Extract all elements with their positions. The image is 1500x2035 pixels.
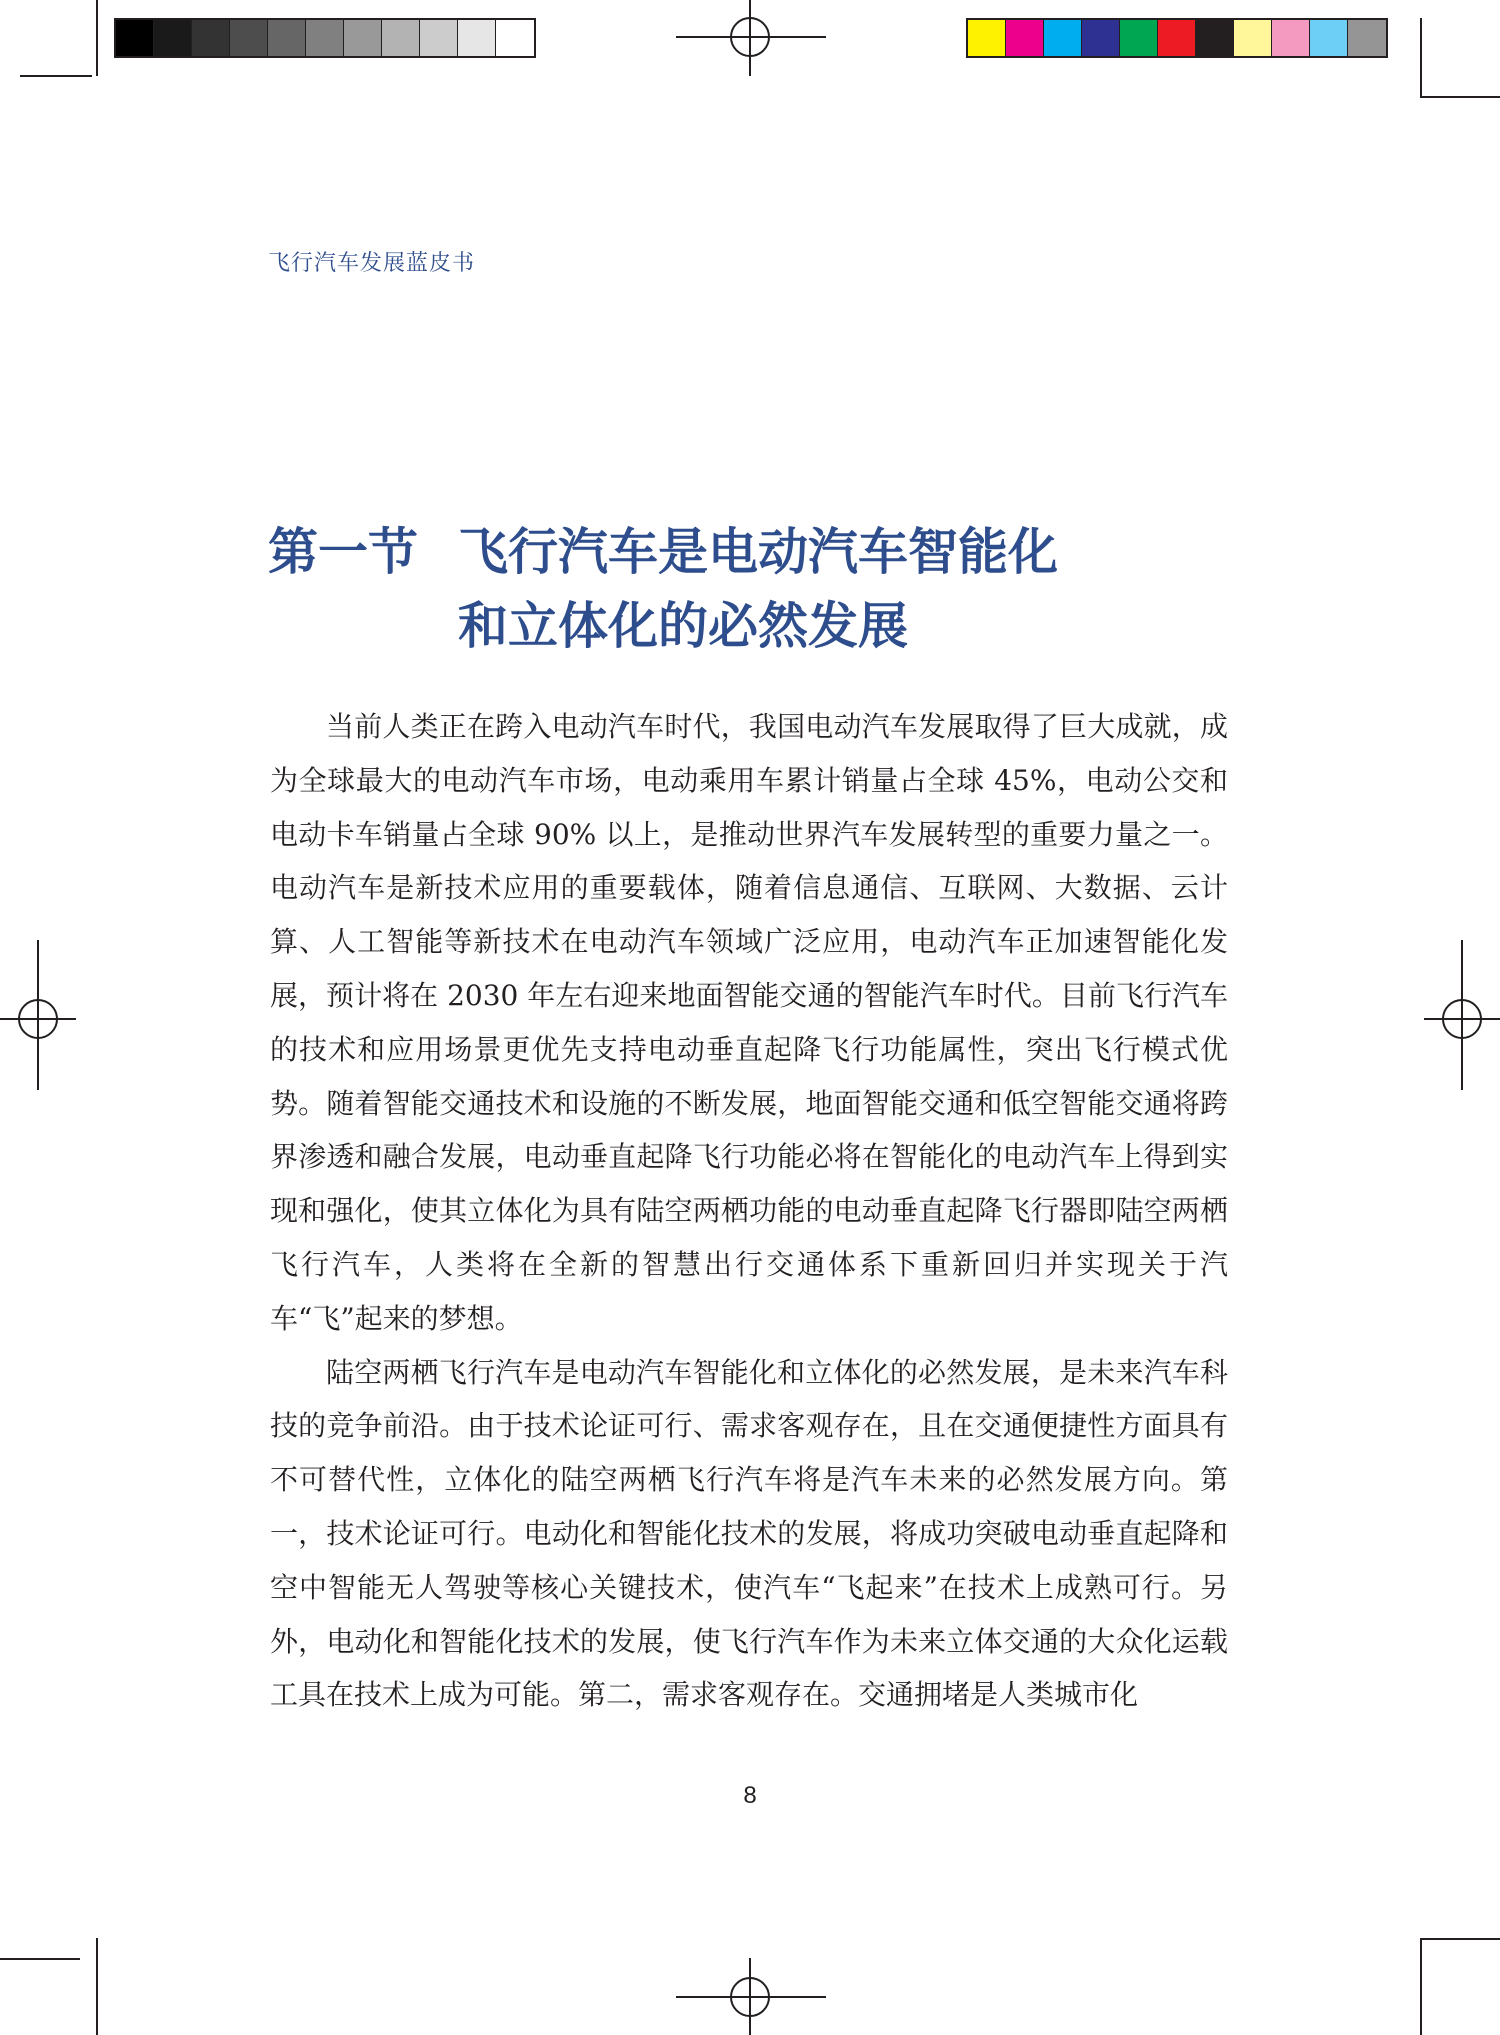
color-swatch [420, 20, 458, 56]
section-title [268, 515, 1058, 663]
process-color-bar [966, 18, 1388, 58]
paragraph: 当前人类正在跨入电动汽车时代，我国电动汽车发展取得了巨大成就，成为全球最大的电动汽车市场，电动乘用车累计销量占全球 45%，电动公交和电动卡车销量占全球 90% 以上，是推动世界汽车发展转型的重要力量之一。电动汽车是新技术应用的重要载体，随着信息通信、互联网、大数据、云计算、人工智能等新技术在电动汽车领域广泛应用，电动汽车正加速智能化发展，预计将在 2030 年左右迎来地面智能交通的智能汽车时代。目前飞行汽车的技术和应用场景更优先支持电动垂直起降飞行功能属性，突出飞行模式优势。随着智能交通技术和设施的不断发展，地面智能交通和低空智能交通将跨界渗透和融合发展，电动垂直起降飞行功能必将在智能化的电动汽车上得到实现和强化，使其立体化为具有陆空两栖功能的电动垂直起降飞行器即陆空两栖飞行汽车，人类将在全新的智慧出行交通体系下重新回归并实现关于汽车“飞”起来的梦想。 [270, 710, 1228, 1335]
crop-mark-bottom-right-h [1420, 1938, 1500, 1940]
crop-mark-top-right-v [1420, 18, 1422, 98]
section-title-line2: 和立体化的必然发展 [458, 597, 908, 655]
crop-mark-top-left-v [96, 0, 98, 76]
color-swatch [230, 20, 268, 56]
page-number: 8 [743, 1782, 757, 1809]
color-swatch [1082, 20, 1120, 56]
color-swatch [1310, 20, 1348, 56]
running-header: 飞行汽车发展蓝皮书 [268, 251, 476, 276]
grayscale-color-bar [114, 18, 536, 58]
color-swatch [1272, 20, 1310, 56]
paragraph: 陆空两栖飞行汽车是电动汽车智能化和立体化的必然发展，是未来汽车科技的竞争前沿。由于技术论证可行、需求客观存在，且在交通便捷性方面具有不可替代性，立体化的陆空两栖飞行汽车将是汽车未来的必然发展方向。第一，技术论证可行。电动化和智能化技术的发展，将成功突破电动垂直起降和空中智能无人驾驶等核心关键技术，使汽车“飞起来”在技术上成熟可行。另外，电动化和智能化技术的发展，使飞行汽车作为未来立体交通的大众化运载工具在技术上成为可能。第二，需求客观存在。交通拥堵是人类城市化 [270, 1355, 1228, 1712]
crop-mark-bottom-left-v [96, 1938, 98, 2035]
color-swatch [306, 20, 344, 56]
crop-mark-top-right-h [1420, 96, 1500, 98]
crop-mark-top-left-h [20, 75, 92, 77]
color-swatch [382, 20, 420, 56]
color-swatch [1006, 20, 1044, 56]
color-swatch [458, 20, 496, 56]
color-swatch [344, 20, 382, 56]
color-swatch [1234, 20, 1272, 56]
color-swatch [268, 20, 306, 56]
color-swatch [1120, 20, 1158, 56]
color-swatch [1158, 20, 1196, 56]
color-swatch [192, 20, 230, 56]
section-title-line1: 飞行汽车是电动汽车智能化 [458, 523, 1058, 581]
color-swatch [154, 20, 192, 56]
color-swatch [968, 20, 1006, 56]
body-text [270, 700, 1228, 1722]
color-swatch [1196, 20, 1234, 56]
color-swatch [1348, 20, 1386, 56]
color-swatch [1044, 20, 1082, 56]
section-number: 第一节 [268, 523, 418, 581]
crop-mark-bottom-left-h [0, 1958, 80, 1960]
color-swatch [116, 20, 154, 56]
color-swatch [496, 20, 534, 56]
crop-mark-bottom-right-v [1420, 1938, 1422, 2035]
